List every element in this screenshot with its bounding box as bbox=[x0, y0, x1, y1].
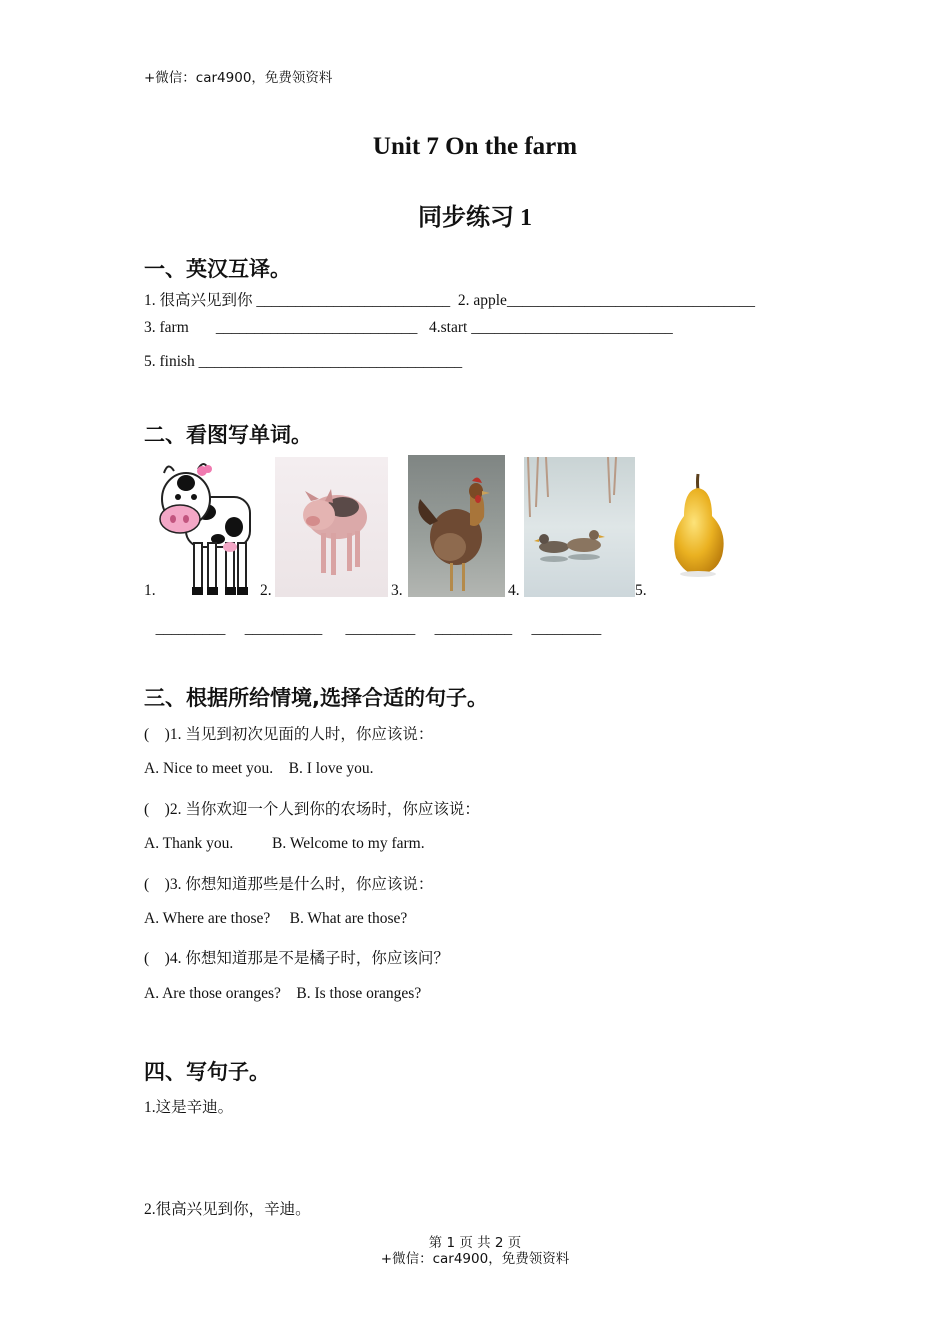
question-1: ( )1. 当见到初次见面的人时，你应该说： bbox=[144, 726, 434, 743]
question-2: ( )2. 当你欢迎一个人到你的农场时，你应该说： bbox=[144, 801, 480, 818]
pic-label-4: 4. bbox=[508, 582, 520, 599]
options-1: A. Nice to meet you. B. I love you. bbox=[144, 760, 374, 777]
options-4: A. Are those oranges? B. Is those oranges? bbox=[144, 985, 422, 1002]
header-note: +微信：car4900，免费领资料 bbox=[144, 70, 333, 86]
section2-blanks: _________ __________ _________ __________ _________ bbox=[144, 620, 602, 637]
question-4: ( )4. 你想知道那是不是橘子时，你应该问？ bbox=[144, 950, 449, 967]
section1-heading: 一、英汉互译。 bbox=[144, 257, 291, 281]
page-subtitle: 同步练习 1 bbox=[418, 205, 532, 231]
section2-heading: 二、看图写单词。 bbox=[144, 423, 312, 447]
section1-row1: 1. 很高兴见到你 _________________________ 2. apple________________________________ bbox=[144, 292, 755, 309]
sentence-1: 1.这是辛迪。 bbox=[144, 1099, 234, 1116]
pear-image bbox=[662, 470, 728, 578]
section3-heading: 三、根据所给情境,选择合适的句子。 bbox=[144, 686, 488, 710]
section4-heading: 四、写句子。 bbox=[144, 1060, 270, 1084]
options-2: A. Thank you. B. Welcome to my farm. bbox=[144, 835, 425, 852]
footer-note: +微信：car4900，免费领资料 bbox=[380, 1251, 570, 1267]
pic-label-3: 3. bbox=[391, 582, 403, 599]
section1-row2: 3. farm __________________________ 4.start __________________________ bbox=[144, 319, 673, 336]
cow-image bbox=[156, 457, 260, 597]
sentence-2: 2.很高兴见到你，辛迪。 bbox=[144, 1201, 311, 1218]
page-title: Unit 7 On the farm bbox=[372, 133, 578, 160]
pic-label-5: 5. bbox=[635, 582, 647, 599]
hen-image bbox=[408, 455, 505, 597]
section1-row3: 5. finish __________________________________ bbox=[144, 353, 463, 370]
pic-label-1: 1. bbox=[144, 582, 156, 599]
page-number: 第 1 页 共 2 页 bbox=[428, 1235, 522, 1251]
question-3: ( )3. 你想知道那些是什么时，你应该说： bbox=[144, 876, 434, 893]
options-3: A. Where are those? B. What are those? bbox=[144, 910, 408, 927]
pig-image bbox=[275, 457, 388, 597]
pic-label-2: 2. bbox=[260, 582, 272, 599]
ducks-image bbox=[524, 457, 635, 597]
